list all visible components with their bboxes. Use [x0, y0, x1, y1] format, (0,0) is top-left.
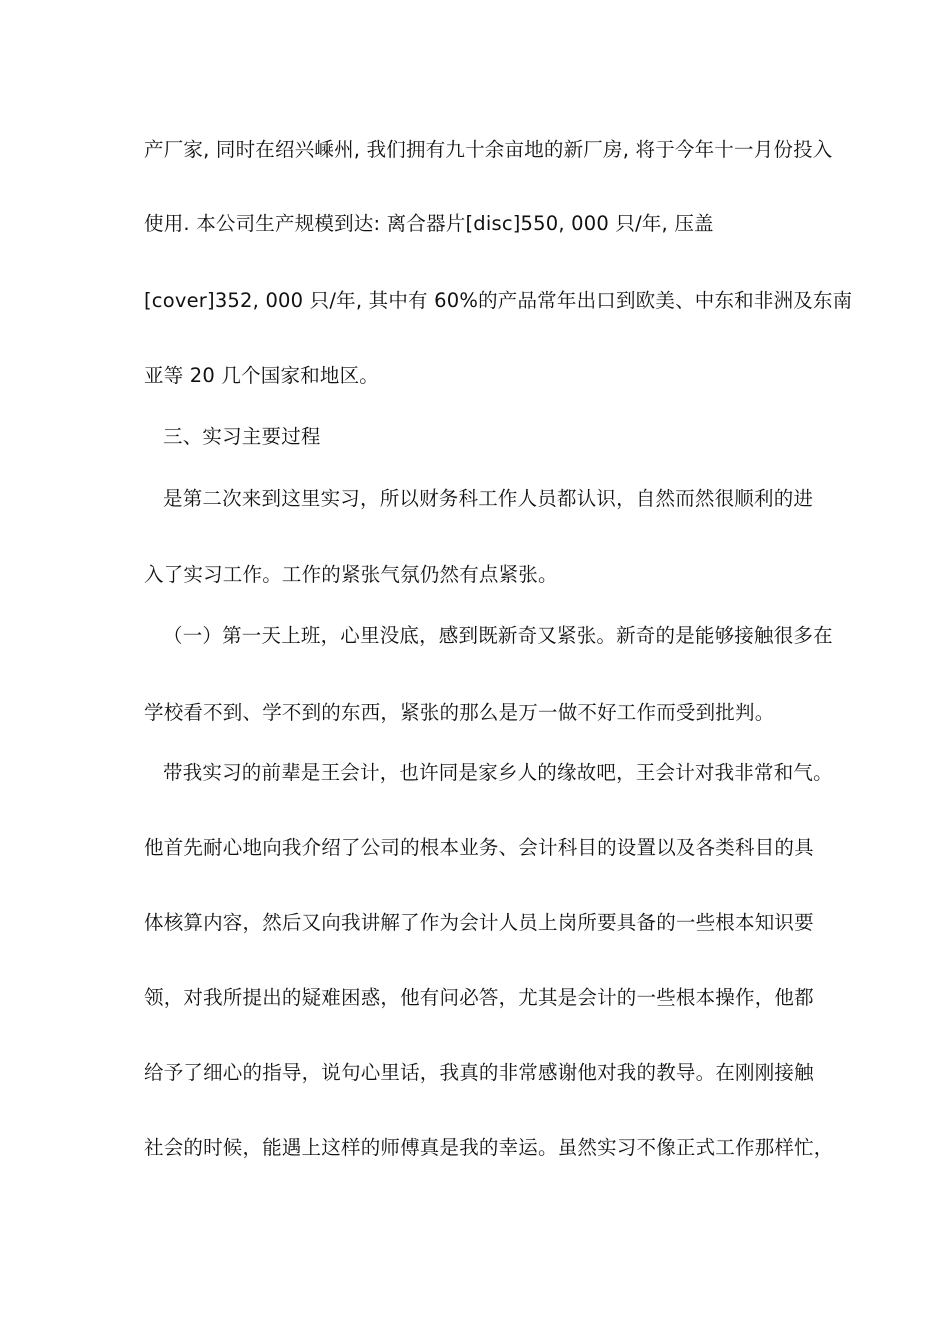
paragraph-line: 使用. 本公司生产规模到达: 离合器片[disc]550, 000 只/年, 压盖 [144, 212, 714, 235]
paragraph-line: 社会的时候，能遇上这样的师傅真是我的幸运。虽然实习不像正式工作那样忙， [144, 1136, 834, 1159]
paragraph-line: 是第二次来到这里实习，所以财务科工作人员都认识，自然而然很顺利的进 [163, 487, 814, 510]
paragraph-line: 亚等 20 几个国家和地区。 [144, 364, 380, 387]
paragraph-line: 给予了细心的指导，说句心里话，我真的非常感谢他对我的教导。在刚刚接触 [144, 1061, 814, 1084]
paragraph-line: 领，对我所提出的疑难困惑，他有问必答，尤其是会计的一些根本操作，他都 [144, 986, 814, 1009]
paragraph-line: 体核算内容，然后又向我讲解了作为会计人员上岗所要具备的一些根本知识要 [144, 911, 814, 934]
paragraph-line: [cover]352, 000 只/年, 其中有 60%的产品常年出口到欧美、中东和非洲及东南 [144, 289, 853, 312]
section-heading: 三、实习主要过程 [163, 425, 321, 448]
paragraph-line: 学校看不到、学不到的东西，紧张的那么是万一做不好工作而受到批判。 [144, 701, 775, 724]
paragraph-line: （一）第一天上班，心里没底，感到既新奇又紧张。新奇的是能够接触很多在 [163, 624, 833, 647]
paragraph-line: 入了实习工作。工作的紧张气氛仍然有点紧张。 [144, 563, 558, 586]
paragraph-line: 他首先耐心地向我介绍了公司的根本业务、会计科目的设置以及各类科目的具 [144, 836, 814, 859]
paragraph-line: 产厂家, 同时在绍兴嵊州, 我们拥有九十余亩地的新厂房, 将于今年十一月份投入 [144, 138, 833, 161]
paragraph-line: 带我实习的前辈是王会计，也许同是家乡人的缘故吧，王会计对我非常和气。 [163, 761, 833, 784]
